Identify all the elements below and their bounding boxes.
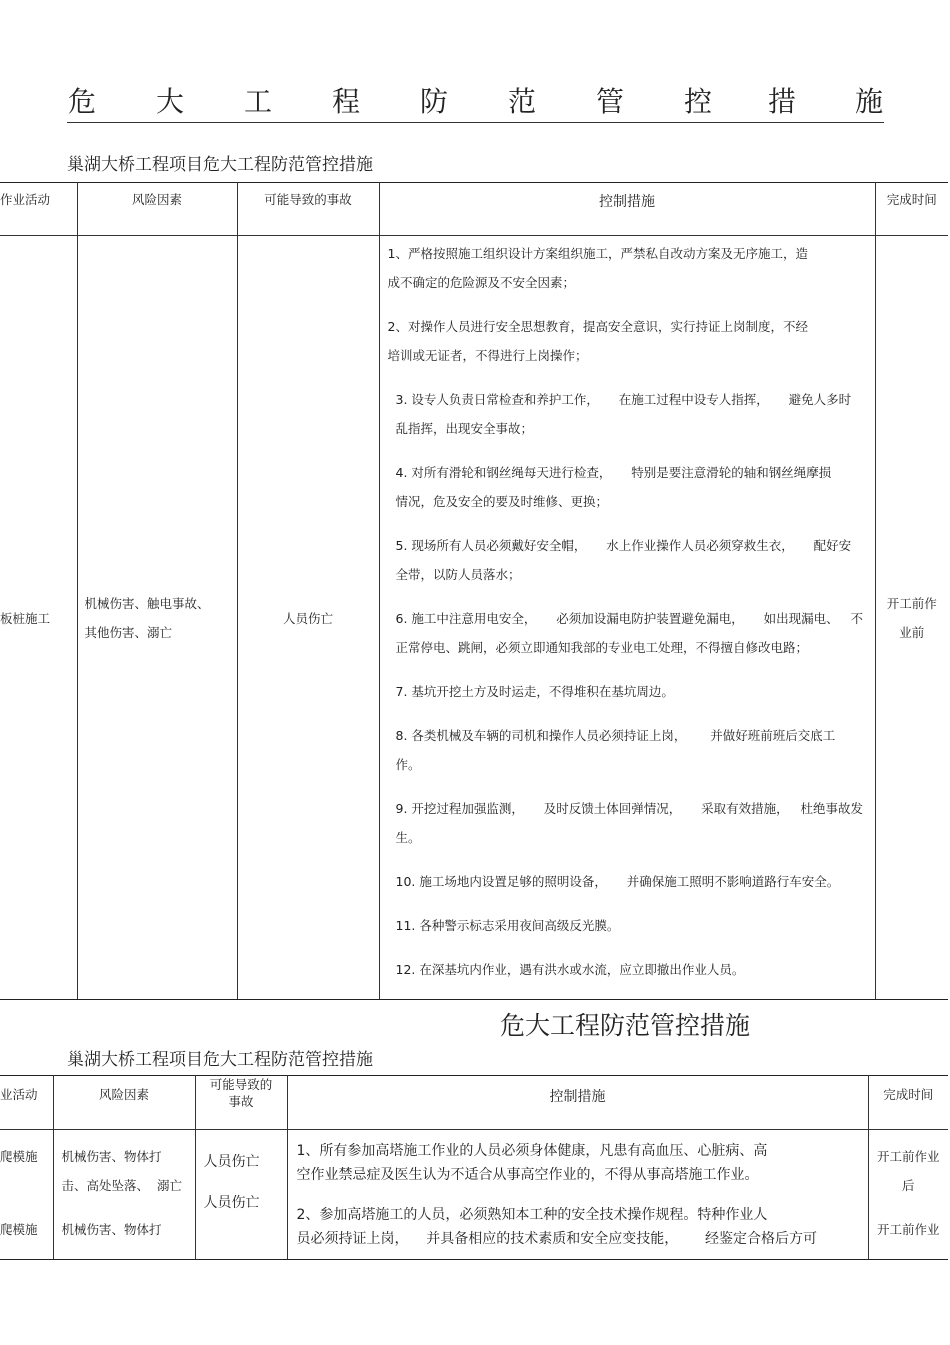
measure-item bbox=[388, 385, 867, 443]
header-measures: 控制措施 bbox=[287, 1076, 868, 1130]
cell-activity bbox=[0, 1130, 53, 1260]
measure-item bbox=[388, 458, 867, 516]
table-header-row bbox=[0, 183, 948, 236]
measure-item bbox=[388, 677, 867, 706]
measure-line: 1、所有参加高塔施工作业的人员必须身体健康，凡患有高血压、心脏病、高 bbox=[296, 1143, 768, 1159]
measure-item bbox=[388, 604, 867, 662]
cell-accident: 人员伤亡 bbox=[237, 236, 379, 1000]
measure-line: 3. 设专人负责日常检查和养护工作， 在施工过程中设专人指挥， 避免人多时 bbox=[395, 392, 852, 407]
title-char: 范 bbox=[507, 85, 536, 118]
measure-line: 正常停电、跳闸，必须立即通知我部的专业电工处理，不得擅自修改电路； bbox=[395, 640, 809, 655]
measure-line: 乱指挥，出现安全事故； bbox=[395, 421, 534, 436]
risk-line: 机械伤害、物体打 bbox=[61, 1222, 162, 1237]
section1-subtitle: 巢湖大桥工程项目危大工程防范管控措施 bbox=[67, 155, 373, 175]
cell-time bbox=[875, 236, 948, 1000]
measure-item bbox=[388, 312, 867, 370]
header-activity: 业活动 bbox=[0, 1076, 53, 1130]
measure-line: 情况，危及安全的要及时维修、更换； bbox=[395, 494, 609, 509]
measure-line: 成不确定的危险源及不安全因素； bbox=[387, 275, 576, 290]
title-char: 程 bbox=[331, 85, 360, 118]
measure-line: 8. 各类机械及车辆的司机和操作人员必须持证上岗， 并做好班前班后交底工 bbox=[395, 728, 836, 743]
cell-activity: 板桩施工 bbox=[0, 236, 77, 1000]
measure-line: 9. 开挖过程加强监测， 及时反馈土体回弹情况， 采取有效措施， 杜绝事故发 bbox=[395, 801, 864, 816]
header-accident: 可能导致的事故 bbox=[237, 183, 379, 236]
measure-line: 培训或无证者，不得进行上岗操作； bbox=[387, 348, 588, 363]
title-char: 工 bbox=[243, 85, 272, 118]
table-row bbox=[0, 1130, 948, 1260]
measure-line: 10. 施工场地内设置足够的照明设备， 并确保施工照明不影响道路行车安全。 bbox=[395, 874, 840, 889]
measure-line: 2、对操作人员进行安全思想教育，提高安全意识，实行持证上岗制度，不经 bbox=[387, 319, 808, 334]
measure-line: 5. 现场所有人员必须戴好安全帽， 水上作业操作人员必须穿救生衣， 配好安 bbox=[395, 538, 852, 553]
accident-line: 人员伤亡 bbox=[203, 1195, 260, 1211]
title-char: 大 bbox=[155, 85, 184, 118]
risk-line: 击、高处坠落、 溺亡 bbox=[61, 1178, 182, 1193]
header-measures: 控制措施 bbox=[379, 183, 875, 236]
measure-item bbox=[388, 867, 867, 896]
measure-item bbox=[388, 531, 867, 589]
header-accident-line: 事故 bbox=[228, 1094, 254, 1109]
title-char: 施 bbox=[854, 85, 883, 118]
title-char: 控 bbox=[683, 85, 712, 118]
table-header-row bbox=[0, 1076, 948, 1130]
measure-item bbox=[388, 239, 867, 297]
title-char: 危 bbox=[67, 85, 96, 118]
table-row bbox=[0, 236, 948, 1000]
accident-line: 人员伤亡 bbox=[203, 1154, 260, 1170]
measure-line: 11. 各种警示标志采用夜间高级反光膜。 bbox=[395, 918, 620, 933]
measure-line: 1、严格按照施工组织设计方案组织施工，严禁私自改动方案及无序施工，造 bbox=[387, 246, 808, 261]
header-activity: 作业活动 bbox=[0, 183, 77, 236]
risk-line: 机械伤害、物体打 bbox=[61, 1149, 162, 1164]
measure-line: 员必须持证上岗， 并具备相应的技术素质和安全应变技能， 经鉴定合格后方可 bbox=[296, 1231, 817, 1247]
title-char: 管 bbox=[595, 85, 624, 118]
cell-measures bbox=[287, 1130, 868, 1260]
measure-line: 4. 对所有滑轮和钢丝绳每天进行检查， 特别是要注意滑轮的轴和钢丝绳摩损 bbox=[395, 465, 832, 480]
cell-risk bbox=[53, 1130, 195, 1260]
measure-line: 作。 bbox=[395, 757, 421, 772]
time-line: 开工前作业 bbox=[876, 1222, 940, 1237]
measure-line: 生。 bbox=[395, 830, 421, 845]
activity-line: 爬模施 bbox=[0, 1149, 38, 1164]
measure-line: 空作业禁忌症及医生认为不适合从事高空作业的，不得从事高塔施工作业。 bbox=[296, 1167, 759, 1183]
header-risk: 风险因素 bbox=[77, 183, 237, 236]
section2-title: 危大工程防范管控措施 bbox=[500, 1011, 751, 1040]
measure-item bbox=[388, 911, 867, 940]
header-time: 完成时间 bbox=[875, 183, 948, 236]
risk-table-1 bbox=[0, 182, 948, 1000]
cell-measures bbox=[379, 236, 875, 1000]
measure-item bbox=[388, 794, 867, 852]
time-line: 业前 bbox=[899, 624, 925, 640]
activity-line: 爬模施 bbox=[0, 1222, 38, 1237]
time-line: 开工前作 bbox=[886, 595, 937, 611]
measure-line: 12. 在深基坑内作业，遇有洪水或水流，应立即撤出作业人员。 bbox=[395, 962, 745, 977]
risk-line: 机械伤害、触电事故、 bbox=[84, 595, 210, 611]
cell-risk bbox=[77, 236, 237, 1000]
title-char: 防 bbox=[419, 85, 448, 118]
header-accident bbox=[195, 1076, 287, 1130]
time-line: 开工前作业 bbox=[876, 1149, 940, 1164]
measure-line: 2、参加高塔施工的人员，必须熟知本工种的安全技术操作规程。特种作业人 bbox=[296, 1207, 768, 1223]
header-accident-line: 可能导致的 bbox=[209, 1077, 273, 1092]
measure-line: 6. 施工中注意用电安全， 必须加设漏电防护装置避免漏电， 如出现漏电、 不 bbox=[395, 611, 864, 626]
measure-item bbox=[388, 955, 867, 984]
measure-line: 全带，以防人员落水； bbox=[395, 567, 521, 582]
measure-line: 7. 基坑开挖土方及时运走，不得堆积在基坑周边。 bbox=[395, 684, 674, 699]
measure-item bbox=[388, 721, 867, 779]
document-title bbox=[67, 82, 884, 123]
header-time: 完成时间 bbox=[868, 1076, 948, 1130]
header-risk: 风险因素 bbox=[53, 1076, 195, 1130]
time-line: 后 bbox=[901, 1178, 915, 1193]
risk-table-2 bbox=[0, 1075, 948, 1260]
cell-time bbox=[868, 1130, 948, 1260]
title-char: 措 bbox=[767, 85, 796, 118]
section2-subtitle: 巢湖大桥工程项目危大工程防范管控措施 bbox=[67, 1050, 373, 1070]
risk-line: 其他伤害、溺亡 bbox=[84, 624, 173, 640]
cell-accident bbox=[195, 1130, 287, 1260]
